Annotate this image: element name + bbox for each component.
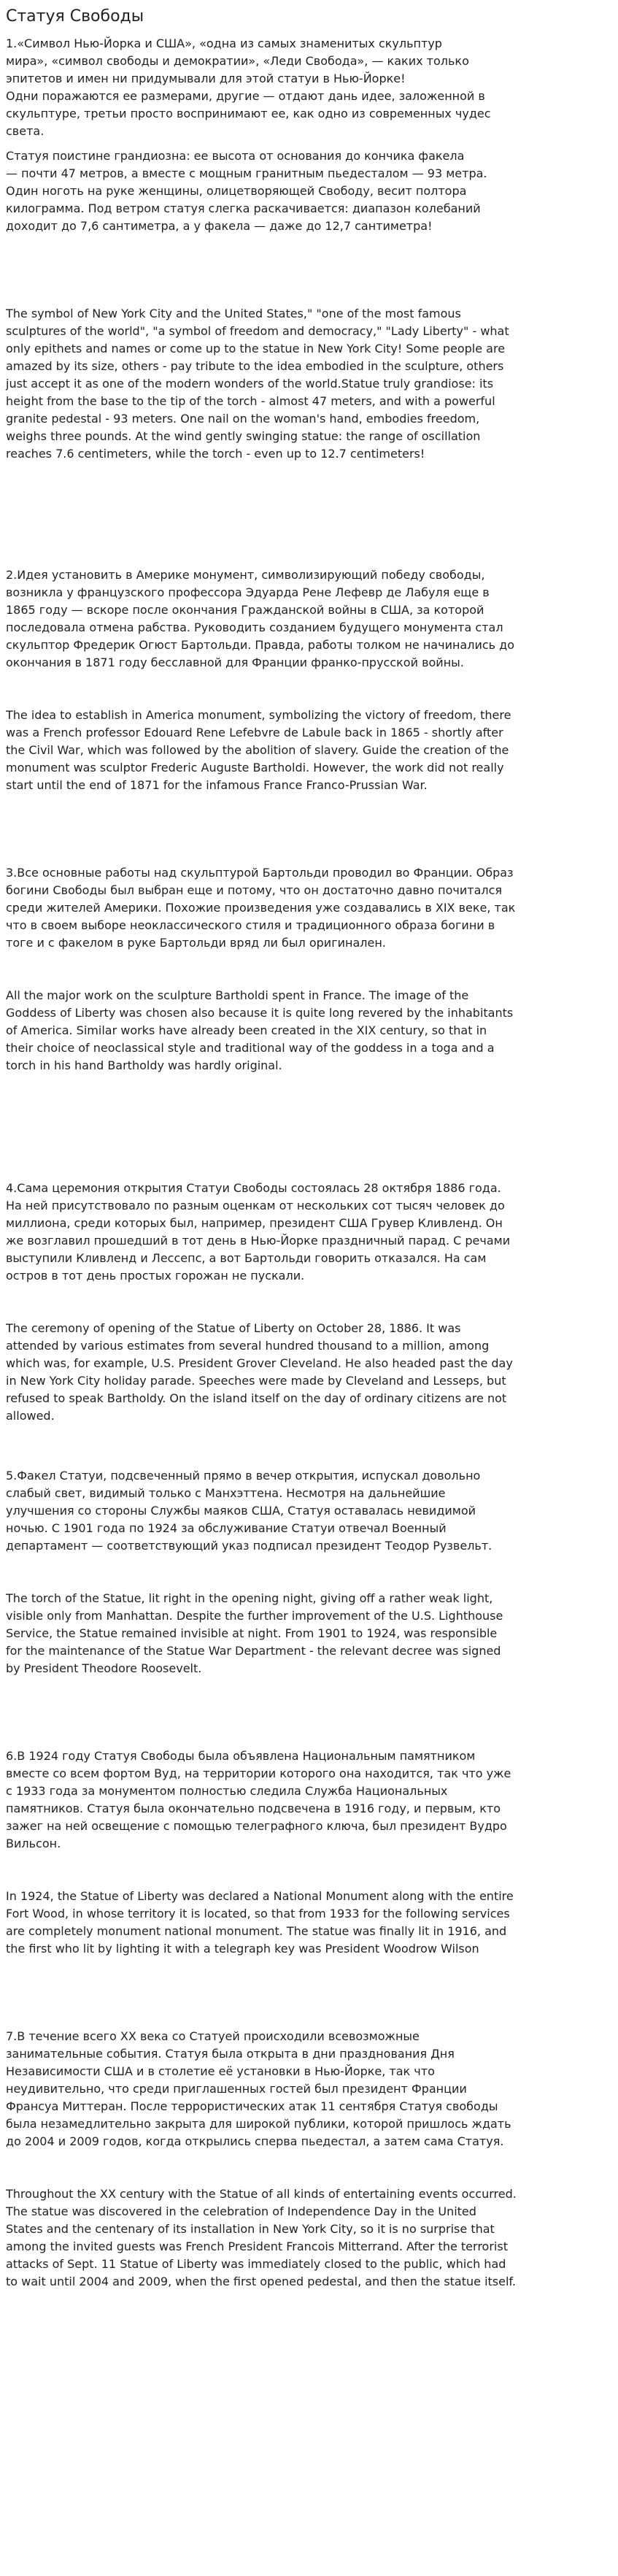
paragraph-2-en: The idea to establish in America monument, symbolizing the victory of freedom, there was a French professor Edouard Rene Lefebvre de Labule back in 1865 - shortly after the Civil War, which was followed by the abolition of slavery. Guide the creation of the monument was sculptor Frederic Auguste Bartholdi. However, the work did not really start until the end of 1871 for the infamous France Franco-Prussian War. (6, 708, 511, 792)
paragraph-2-ru: 2.Идея установить в Америке монумент, символизирующий победу свободы, возникла у французского профессора Эдуарда Рене Лефевр де Лабуля еще в 1865 году — вскоре после окончания Гражданской войны в США, за которой последовала отмена рабства. Руководить созданием будущего монумента стал скульптор Фредерик Огюст Бартольди. Правда, работы толком не начинались до окончания в 1871 году бесславной для Франции франко-прусской войны. (6, 568, 515, 669)
paragraph-7-ru: 7.В течение всего XX века со Статуей происходили всевозможные занимательные события. Статуя была открыта в дни празднования Дня Независимости США и в столетие её установки в Нью-Йорке, так что неудивительно, что среди приглашенных гостей был президент Франции Франсуа Миттеран. После террористических атак 11 сентября Статуя свободы была незамедлительно закрыта для широкой публики, которой пришлось ждать до 2004 и 2009 годов, когда открылись сперва пьедестал, а затем сама Статуя. (6, 2029, 511, 2148)
spacer (6, 1285, 612, 1320)
spacer (6, 1853, 612, 1888)
spacer (6, 2150, 612, 2185)
paragraph-3-ru: 3.Все основные работы над скульптурой Бартольди проводил во Франции. Образ богини Свободы был выбран еще и потому, что он достаточно давно почитался среди жителей Америки. Похожие произведения уже создавались в XIX веке, так что в своем выборе неоклассического стиля и традиционного образа богини в тоге и с факелом в руке Бартольди вряд ли был оригинален. (6, 866, 516, 950)
paragraph-5-en: The torch of the Statue, lit right in the opening night, giving off a rather weak light, visible only from Manhattan. Despite the further improvement of the U.S. Lighthouse Service, the Statue remained invisible at night. From 1901 to 1924, was responsible for the maintenance of the Statue War Department - the relevant decree was signed by President Theodore Roosevelt. (6, 1591, 503, 1675)
spacer (6, 140, 612, 147)
spacer (6, 1145, 612, 1180)
spacer (6, 672, 612, 707)
spacer (6, 794, 612, 829)
paragraph-5-ru: 5.Факел Статуи, подсвеченный прямо в вечер открытия, испускал довольно слабый свет, видимый только с Манхэттена. Несмотря на дальнейшие улучшения со стороны Службы маяков США, Статуя оставалась невидимой ночью. С 1901 года по 1924 за обслуживание Статуи отвечал Военный департамент — соответствующий указ подписал президент Теодор Рузвельт. (6, 1469, 493, 1553)
paragraph-1-en: The symbol of New York City and the United States," "one of the most famous sculptures of the world", "a symbol of freedom and democracy," "Lady Liberty" - what only epithets and names or come up to the statue in New York City! Some people are amazed by its size, others - pay tribute to the idea embodied in the sculpture, others just accept it as one of the modern wonders of the world.Statue truly grandiose: its height from the base to the tip of the torch - almost 47 meters, and with a powerful granite pedestal - 93 meters. One nail on the woman's hand, embodies freedom, weighs three pounds. At the wind gently swinging statue: the range of oscillation reaches 7.6 centimeters, while the torch - even up to 12.7 centimeters! (6, 307, 509, 461)
spacer (6, 829, 612, 864)
spacer (6, 1555, 612, 1590)
spacer (6, 1425, 612, 1460)
paragraph-1-ru-b: Статуя поистине грандиозна: ее высота от основания до кончика факела — почти 47 метров, а вместе с мощным гранитным пьедесталом — 93 метра. Один ноготь на руке женщины, олицетворяющей Свободу, весит полтора килограмма. Под ветром статуя слегка раскачивается: диапазон колебаний доходит до 7,6 сантиметра, а у факела — даже до 12,7 сантиметра! (6, 149, 487, 233)
paragraph-3-en: All the major work on the sculpture Bartholdi spent in France. The image of the Goddess of Liberty was chosen also because it is quite long revered by the inhabitants of America. Similar works have already been created in the XIX century, so that in their choice of neoclassical style and traditional way of the goddess in a toga and a torch in his hand Bartholdy was hardly original. (6, 988, 514, 1072)
spacer (6, 952, 612, 987)
spacer (6, 1074, 612, 1145)
spacer (6, 1460, 612, 1467)
paragraph-4-en: The ceremony of opening of the Statue of Liberty on October 28, 1886. It was attended by various estimates from several hundred thousand to a million, among which was, for example, U.S. President Grover Cleveland. He also headed past the day in New York City holiday parade. Speeches were made by Cleveland and Lesseps, but refused to speak Bartholdy. On the island itself on the day of ordinary citizens are not allowed. (6, 1321, 513, 1423)
page-title: Статуя Свободы (6, 7, 144, 26)
paragraph-1-ru-a: 1.«Символ Нью-Йорка и США», «одна из самых знаменитых скульптур мира», «символ свободы и демократии», «Леди Свобода», — каких только эпитетов и имен ни придумывали для этой статуи в Нью-Йорке! Одни поражаются ее размерами, другие — отдают дань идее, заложенной в скульптуре, третьи просто воспринимают ее, как одно из современных чудес света. (6, 36, 491, 138)
paragraph-6-ru: 6.В 1924 году Статуя Свободы была объявлена Национальным памятником вместе со всем фортом Вуд, на территории которого она находится, так что уже с 1933 года за монументом полностью следила Служба Национальных памятников. Статуя была окончательно подсвечена в 1916 году, и первым, кто зажег на ней освещение с помощью телеграфного ключа, был президент Вудро Вильсон. (6, 1749, 511, 1850)
paragraph-4-ru: 4.Сама церемония открытия Статуи Свободы состоялась 28 октября 1886 года. На ней присутствовало по разным оценкам от нескольких сот тысяч человек до миллиона, среди которых был, например, президент США Грувер Кливленд. Он же возглавил прошедший в тот день в Нью-Йорке праздничный парад. С речами выступили Кливленд и Лессепс, а вот Бартольди говорить отказался. На сам остров в тот день простых горожан не пускали. (6, 1181, 511, 1283)
spacer (6, 1677, 612, 1748)
spacer (6, 235, 612, 305)
spacer (6, 1958, 612, 2028)
spacer (6, 463, 612, 566)
paragraph-7-en: Throughout the XX century with the Statue of all kinds of entertaining events occurred. The statue was discovered in the celebration of Independence Day in the United States and the centenary of its installation in New York City, so it is no surprise that among the invited guests was French President Francois Mitterrand. After the terrorist attacks of Sept. 11 Statue of Liberty was immediately closed to the public, which had to wait until 2004 and 2009, when the first opened pedestal, and then the statue itself. (6, 2187, 517, 2288)
paragraph-6-en: In 1924, the Statue of Liberty was declared a National Monument along with the entire Fort Wood, in whose territory it is located, so that from 1933 for the following services are completely monument national monument. The statue was finally lit in 1916, and the first who lit by lighting it with a telegraph key was President Woodrow Wilson (6, 1889, 514, 1956)
